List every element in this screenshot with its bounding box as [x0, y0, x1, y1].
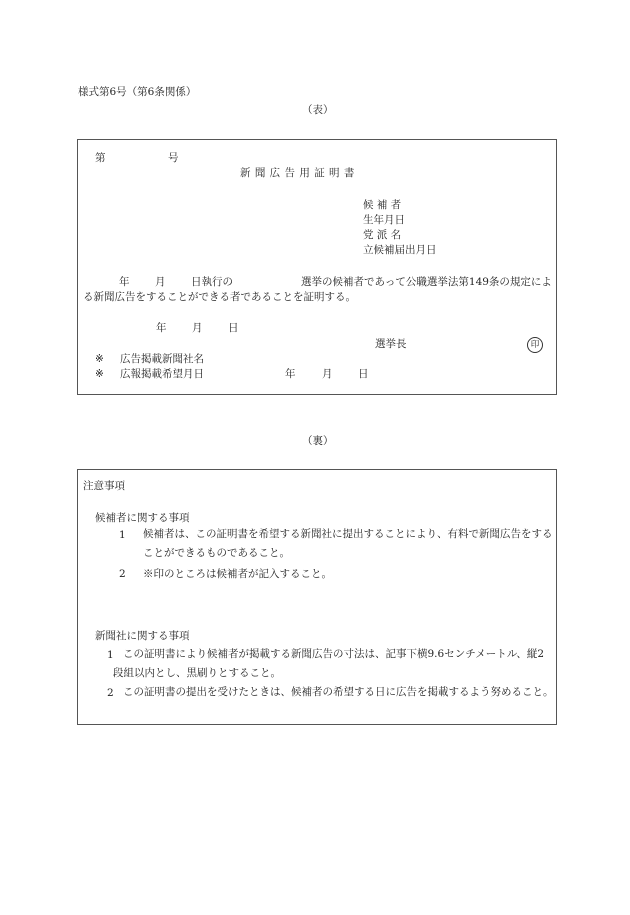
- back-side-label: （裏）: [302, 435, 334, 447]
- newspaper-item-num: 2: [107, 687, 114, 699]
- newspaper-section-title: 新聞社に関する事項: [95, 630, 190, 642]
- certificate-title: 新 聞 広 告 用 証 明 書: [240, 167, 355, 179]
- newspaper-item-num: 1: [107, 649, 114, 661]
- cert-year: 年: [119, 276, 130, 288]
- desired-day: 日: [358, 368, 369, 380]
- note-mark: ※: [95, 368, 104, 380]
- notes-heading: 注意事項: [83, 480, 125, 492]
- field-candidate: 候 補 者: [363, 199, 402, 211]
- issue-year: 年: [156, 322, 167, 334]
- desired-date-label: 広報掲載希望月日: [120, 368, 204, 380]
- field-filing-date: 立候補届出月日: [363, 244, 437, 256]
- cert-text-line2: る新聞広告をすることができる者であることを証明する。: [83, 291, 356, 303]
- desired-year: 年: [285, 368, 296, 380]
- back-notes-box: [77, 469, 557, 725]
- front-certificate-box: [77, 139, 557, 395]
- candidate-item-num: 2: [119, 568, 126, 580]
- issuer-label: 選挙長: [375, 338, 407, 350]
- form-label: 様式第6号（第6条関係）: [78, 86, 197, 98]
- seal-mark: 印: [527, 337, 543, 353]
- candidate-section-title: 候補者に関する事項: [95, 512, 190, 524]
- field-birthdate: 生年月日: [363, 214, 405, 226]
- cert-election-text: 選挙の候補者であって公職選挙法第149条の規定によ: [301, 276, 552, 288]
- newspaper-item-text: この証明書により候補者が掲載する新聞広告の寸法は、記事下横9.6センチメートル、縦2段組以内とし、黒刷りとすること。: [113, 648, 545, 679]
- newspaper-name-label: 広告掲載新聞社名: [120, 353, 204, 365]
- number-prefix: 第: [95, 152, 106, 164]
- candidate-item-text: ※印のところは候補者が記入すること。: [143, 568, 332, 580]
- newspaper-item-text: この証明書の提出を受けたときは、候補者の希望する日に広告を掲載するよう努めること。: [123, 686, 554, 698]
- candidate-item-text: 候補者は、この証明書を希望する新聞社に提出することにより、有料で新聞広告をすることができるものであること。: [143, 528, 553, 559]
- front-side-label: （表）: [302, 104, 334, 116]
- issue-month: 月: [192, 322, 203, 334]
- candidate-item-num: 1: [119, 529, 126, 541]
- field-party: 党 派 名: [363, 229, 402, 241]
- cert-month: 月: [155, 276, 166, 288]
- number-suffix: 号: [168, 152, 179, 164]
- note-mark: ※: [95, 353, 104, 365]
- cert-day-held: 日執行の: [191, 276, 233, 288]
- desired-month: 月: [322, 368, 333, 380]
- issue-day: 日: [228, 322, 239, 334]
